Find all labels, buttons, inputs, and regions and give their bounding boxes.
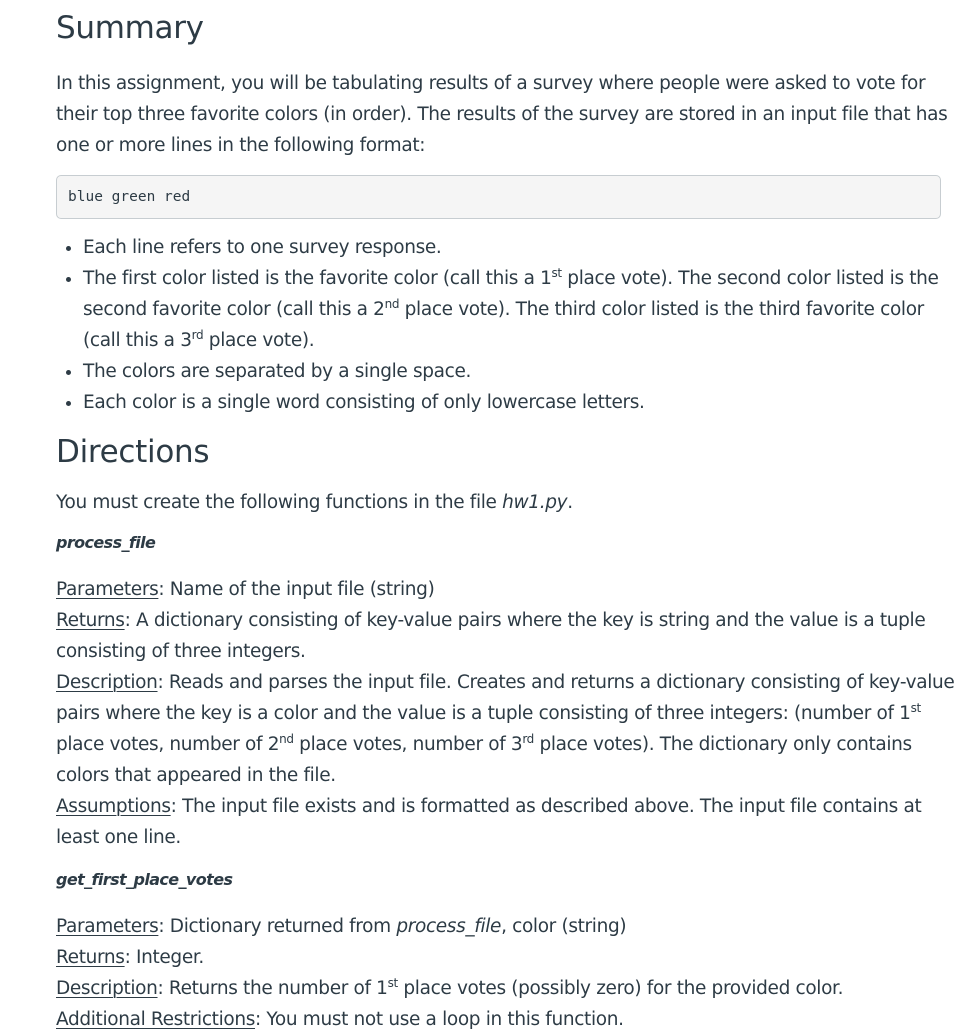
function-reference: process_file [396, 916, 502, 937]
returns-label: Returns [56, 610, 125, 631]
params-text: : Name of the input file (string) [158, 579, 435, 600]
function-spec-process-file [56, 574, 961, 853]
params-line [56, 574, 961, 605]
description-line [56, 973, 961, 1004]
description-line [56, 667, 961, 791]
intro-text: . [567, 492, 573, 513]
params-label: Parameters [56, 579, 159, 600]
restrictions-text: : You must not use a loop in this function. [255, 1009, 624, 1030]
function-spec-get-first-place-votes [56, 911, 961, 1035]
assumptions-text: : The input file exists and is formatted as described above. The input file contains at least one line. [56, 796, 922, 848]
ordinal-suffix: nd [384, 296, 400, 311]
summary-heading: Summary [56, 10, 204, 46]
bullet-item: • Each color is a single word consisting of only lowercase letters. [83, 387, 963, 418]
params-text: : Dictionary returned from [158, 916, 397, 937]
description-label: Description [56, 978, 158, 999]
summary-bullet-list [56, 232, 963, 418]
description-text: : Reads and parses the input file. Creates and returns a dictionary consisting of key-value pairs where the key is a color and the value is a tuple consisting of three integers: (number of 1 [56, 672, 955, 724]
assumptions-line [56, 791, 961, 853]
ordinal-suffix: rd [191, 327, 204, 342]
returns-text: : A dictionary consisting of key-value pairs where the key is string and the value is a tuple consisting of three integers. [56, 610, 926, 662]
description-text: place votes, number of 3 [293, 734, 523, 755]
description-text: place votes (possibly zero) for the provided color. [397, 978, 844, 999]
restrictions-label: Additional Restrictions [56, 1009, 255, 1030]
ordinal-suffix: rd [522, 731, 534, 746]
bullet-text: place vote). The third color listed is the third favorite color (call this a 3 [83, 299, 924, 351]
ordinal-suffix: st [910, 700, 921, 715]
function-name-get-first-place-votes: get_first_place_votes [56, 870, 233, 889]
params-label: Parameters [56, 916, 159, 937]
description-text: place votes, number of 2 [56, 734, 280, 755]
returns-label: Returns [56, 947, 125, 968]
directions-intro [56, 487, 961, 518]
description-text: : Returns the number of 1 [157, 978, 388, 999]
bullet-text: place vote). [203, 330, 315, 351]
directions-heading: Directions [56, 434, 210, 470]
restrictions-line [56, 1004, 961, 1035]
bullet-text: place vote). The second color listed is the second favorite color (call this a 2 [83, 268, 939, 320]
summary-intro: In this assignment, you will be tabulating results of a survey where people were asked to vote for their top three favorite colors (in order). The results of the survey are stored in an input file that has one or more lines in the following format: [56, 73, 948, 156]
returns-line [56, 605, 961, 667]
returns-line [56, 942, 961, 973]
returns-text: : Integer. [124, 947, 204, 968]
ordinal-suffix: st [551, 265, 562, 280]
bullet-item [83, 263, 963, 356]
bullet-item: • Each line refers to one survey response. [83, 232, 963, 263]
bullet-item: • The colors are separated by a single space. [83, 356, 963, 387]
code-example: blue green red [56, 175, 941, 219]
intro-text: You must create the following functions in the file [56, 492, 503, 513]
bullet-text: The first color listed is the favorite color (call this a 1 [83, 268, 552, 289]
file-name: hw1.py [502, 492, 568, 513]
description-text: place votes). The dictionary only contains colors that appeared in the file. [56, 734, 912, 786]
description-label: Description [56, 672, 158, 693]
ordinal-suffix: nd [279, 731, 294, 746]
assumptions-label: Assumptions [56, 796, 171, 817]
params-text: , color (string) [501, 916, 627, 937]
ordinal-suffix: st [387, 975, 398, 990]
function-name-process-file: process_file [56, 533, 156, 552]
params-line [56, 911, 961, 942]
